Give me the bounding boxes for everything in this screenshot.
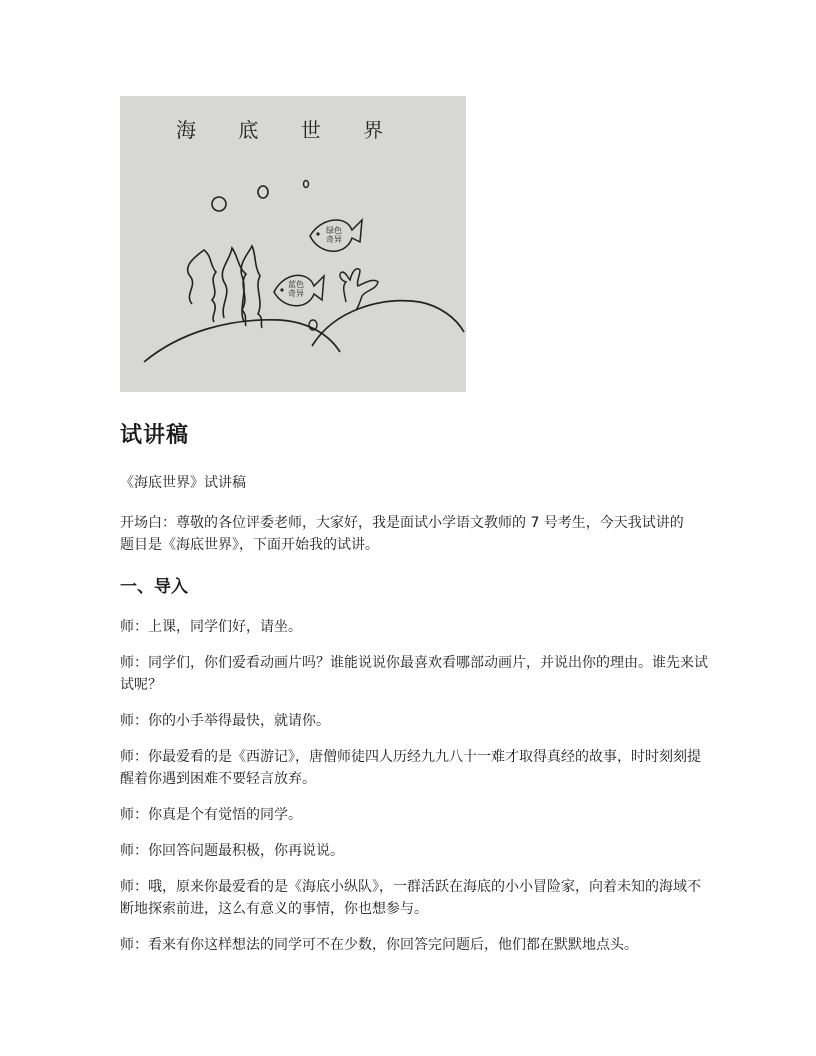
bubble-large xyxy=(212,197,226,211)
drawing-title: 海 底 世 界 xyxy=(176,118,402,142)
fish-lower-eye xyxy=(280,288,283,291)
fish-upper-eye xyxy=(316,232,319,235)
bubble-small xyxy=(304,181,309,188)
fish-lower-label: 蓝色奇异 xyxy=(288,280,304,298)
seaweed-left xyxy=(188,250,216,322)
paragraph-6: 师：你回答问题最积极，你再说说。 xyxy=(120,843,344,859)
paragraph-4: 师：你最爱看的是《西游记》，唐僧师徒四人历经九九八十一难才取得真经的故事，时时刻刻提醒着你遇到困难不要轻言放弃。 xyxy=(120,749,701,787)
seabed-left xyxy=(144,320,340,362)
paragraph-3: 师：你的小手举得最快，就请你。 xyxy=(120,713,330,729)
seabed-right xyxy=(312,301,464,346)
paragraph-8: 师：看来有你这样想法的同学可不在少数，你回答完问题后，他们都在默默地点头。 xyxy=(120,937,638,953)
document-subtitle: 《海底世界》试讲稿 xyxy=(120,475,246,491)
seaweed-right xyxy=(241,246,262,328)
paragraph-1: 师：上课，同学们好，请坐。 xyxy=(120,619,302,635)
fish-upper-label: 绿色奇异 xyxy=(326,226,342,244)
bubble-medium xyxy=(258,186,268,198)
underwater-drawing-photo xyxy=(120,96,466,392)
opening-paragraph: 开场白：尊敬的各位评委老师，大家好，我是面试小学语文教师的 7 号考生，今天我试讲的题目是《海底世界》，下面开始我的试讲。 xyxy=(120,515,684,553)
paragraph-5: 师：你真是个有觉悟的同学。 xyxy=(120,807,302,823)
document-title: 试讲稿 xyxy=(120,423,190,448)
section-heading-intro: 一、导入 xyxy=(120,577,188,597)
paragraph-7: 师：哦，原来你最爱看的是《海底小纵队》，一群活跃在海底的小小冒险家，向着未知的海域不断地探索前进，这么有意义的事情，你也想参与。 xyxy=(120,879,701,917)
paragraph-2: 师：同学们，你们爱看动画片吗？谁能说说你最喜欢看哪部动画片，并说出你的理由。谁先来试试呢？ xyxy=(120,655,708,693)
